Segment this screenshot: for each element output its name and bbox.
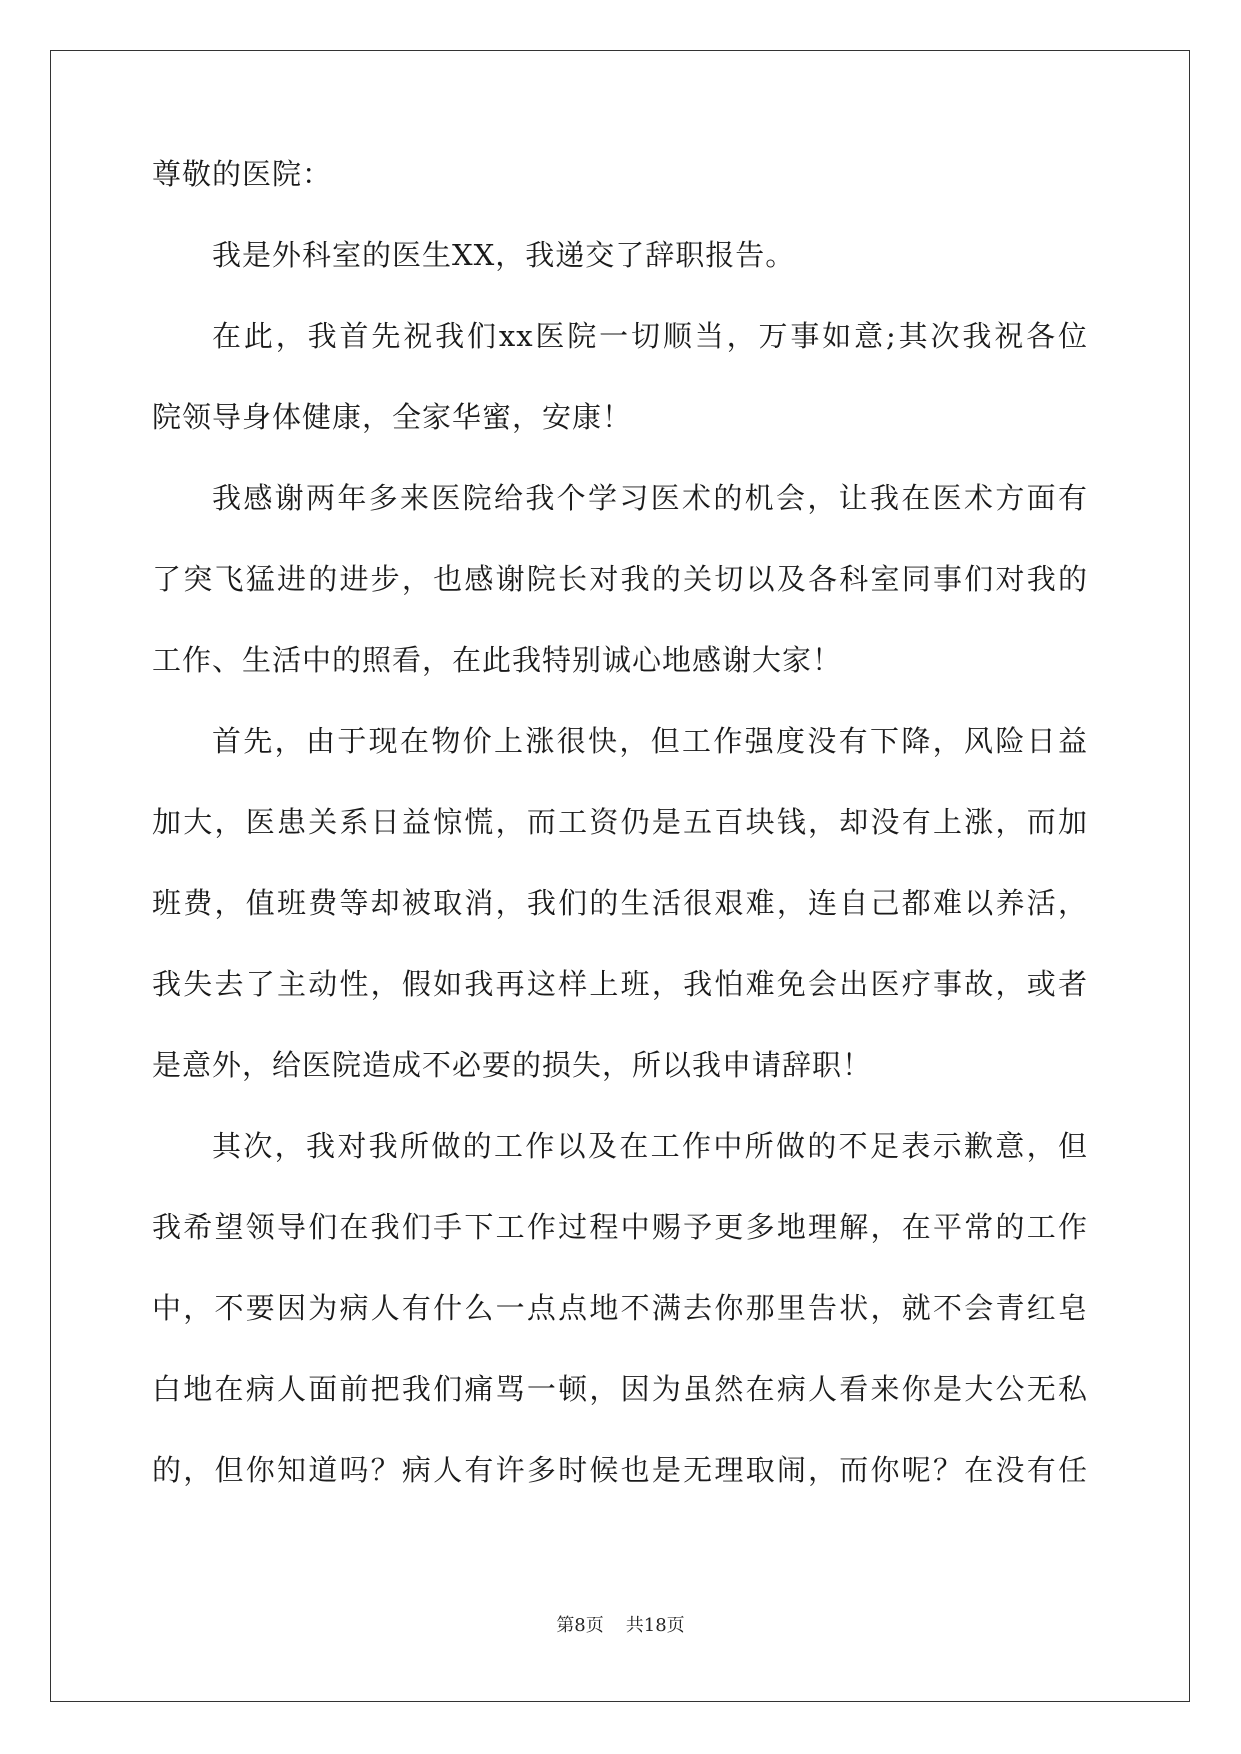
paragraph-line: 中，不要因为病人有什么一点点地不满去你那里告状，就不会青红皂 [152,1291,1088,1325]
paragraph-line: 是意外，给医院造成不必要的损失，所以我申请辞职！ [152,1048,873,1082]
paragraph-5 [152,1126,1088,1490]
paragraph-line: 我感谢两年多来医院给我个学习医术的机会，让我在医术方面有 [212,481,1088,515]
paragraph-2 [152,316,1088,437]
paragraph-line: 其次，我对我所做的工作以及在工作中所做的不足表示歉意，但 [212,1129,1088,1163]
paragraph-line: 班费，值班费等却被取消，我们的生活很艰难，连自己都难以养活， [152,886,1088,920]
paragraph-line: 加大，医患关系日益惊慌，而工资仍是五百块钱，却没有上涨，而加 [152,805,1088,839]
paragraph-3 [152,478,1088,680]
page-footer [0,1614,1241,1638]
paragraph-line: 的，但你知道吗？病人有许多时候也是无理取闹，而你呢？在没有任 [152,1453,1088,1487]
paragraph-line: 我希望领导们在我们手下工作过程中赐予更多地理解，在平常的工作 [152,1210,1088,1244]
document-body [152,154,1088,1490]
paragraph-line: 我是外科室的医生XX，我递交了辞职报告。 [212,238,796,272]
paragraph-line: 了突飞猛进的进步，也感谢院长对我的关切以及各科室同事们对我的 [152,562,1088,596]
paragraph-line: 院领导身体健康，全家华蜜，安康！ [152,400,633,434]
paragraph-line: 首先，由于现在物价上涨很快，但工作强度没有下降，风险日益 [212,724,1088,758]
page-total: 共18页 [625,1615,685,1636]
paragraph-line: 白地在病人面前把我们痛骂一顿，因为虽然在病人看来你是大公无私 [152,1372,1088,1406]
paragraph-1 [152,235,1088,275]
paragraph-line: 我失去了主动性，假如我再这样上班，我怕难免会出医疗事故，或者 [152,967,1088,1001]
paragraph-line: 在此，我首先祝我们xx医院一切顺当，万事如意;其次我祝各位 [212,319,1088,353]
paragraph-4 [152,721,1088,1085]
page-number: 第8页 [556,1615,604,1636]
salutation: 尊敬的医院： [152,157,333,191]
paragraph-line: 工作、生活中的照看，在此我特别诚心地感谢大家！ [152,643,843,677]
